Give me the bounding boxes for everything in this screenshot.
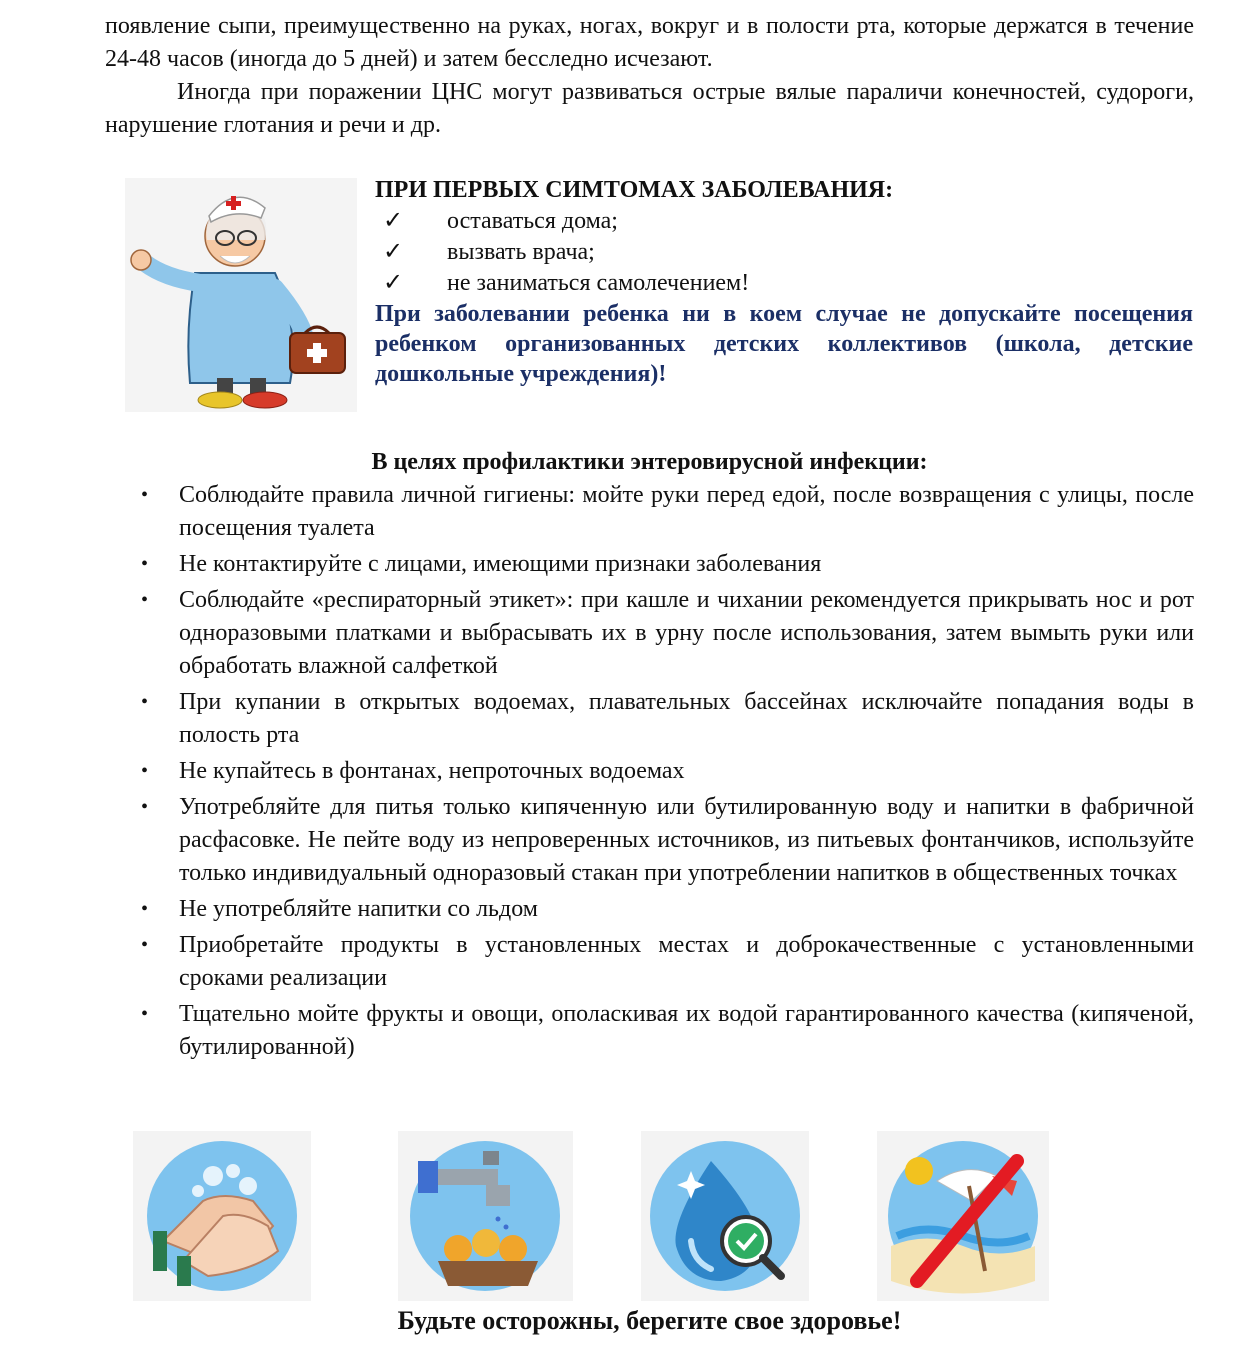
checkmark-icon: ✓	[383, 270, 404, 296]
first-symptoms-section	[125, 178, 1194, 418]
water-drop-check-icon	[641, 1131, 809, 1301]
water-tap-fruit-icon	[398, 1131, 573, 1301]
prevention-icons-row	[133, 1131, 1133, 1301]
hand-washing-icon	[133, 1131, 311, 1301]
intro-paragraph-2: Иногда при поражении ЦНС могут развиваться острые вялые параличи конечностей, судороги, нарушение глотания и речи и др.	[105, 79, 1194, 138]
list-item: ✓ оставаться дома;	[375, 206, 1193, 237]
document-page	[105, 10, 1194, 1335]
first-symptoms-text	[375, 174, 1193, 389]
bullet-icon: •	[141, 691, 149, 713]
bullet-icon: •	[141, 484, 149, 506]
list-item: • Не контактируйте с лицами, имеющими признаки заболевания	[105, 548, 1194, 581]
list-item: • При купании в открытых водоемах, плавательных бассейнах исключайте попадания воды в полость рта	[105, 686, 1194, 752]
list-item: • Тщательно мойте фрукты и овощи, ополаскивая их водой гарантированного качества (кипяченой, бутилированной)	[105, 998, 1194, 1064]
bullet-icon: •	[141, 1003, 149, 1025]
prevention-list	[105, 479, 1194, 1067]
list-item: • Соблюдайте «респираторный этикет»: при кашле и чихании рекомендуется прикрывать нос и рот одноразовыми платками и выбрасывать их в урну после использования, затем вымыть руки или обработать влажной салфеткой	[105, 584, 1194, 683]
list-item: ✓ вызвать врача;	[375, 237, 1193, 268]
list-item: • Употребляйте для питья только кипяченную или бутилированную воду и напитки в фабричной расфасовке. Не пейте воду из непроверенных источников, из питьевых фонтанчиков, используйте только индивидуальный одноразовый стакан при употреблении напитков в общественных точках	[105, 791, 1194, 890]
doctor-illustration	[125, 178, 357, 412]
bullet-icon: •	[141, 898, 149, 920]
no-swimming-icon	[877, 1131, 1049, 1301]
intro-paragraph-1: появление сыпи, преимущественно на руках, ногах, вокруг и в полости рта, которые держатся в течение 24-48 часов (иногда до 5 дней) и затем бесследно исчезают.	[105, 13, 1194, 72]
list-item: • Не употребляйте напитки со льдом	[105, 893, 1194, 926]
list-item: • Не купайтесь в фонтанах, непроточных водоемах	[105, 755, 1194, 788]
bullet-icon: •	[141, 553, 149, 575]
warning-text: При заболевании ребенка ни в коем случае не допускайте посещения ребенком организованных детских коллективов (школа, детские дошкольные учреждения)!	[375, 301, 1193, 387]
list-item: • Приобретайте продукты в установленных местах и доброкачественные с установленными сроками реализации	[105, 929, 1194, 995]
bullet-icon: •	[141, 589, 149, 611]
first-symptoms-list	[375, 206, 1193, 299]
footer-slogan: Будьте осторожны, берегите свое здоровье!	[397, 1306, 902, 1335]
list-item: ✓ не заниматься самолечением!	[375, 268, 1193, 299]
bullet-icon: •	[141, 760, 149, 782]
checkmark-icon: ✓	[383, 208, 404, 234]
checkmark-icon: ✓	[383, 239, 404, 265]
bullet-icon: •	[141, 796, 149, 818]
first-symptoms-title: ПРИ ПЕРВЫХ СИМТОМАХ ЗАБОЛЕВАНИЯ:	[375, 177, 894, 203]
list-item: • Соблюдайте правила личной гигиены: мойте руки перед едой, после возвращения с улицы, после посещения туалета	[105, 479, 1194, 545]
bullet-icon: •	[141, 934, 149, 956]
prevention-title: В целях профилактики энтеровирусной инфекции:	[371, 449, 928, 475]
